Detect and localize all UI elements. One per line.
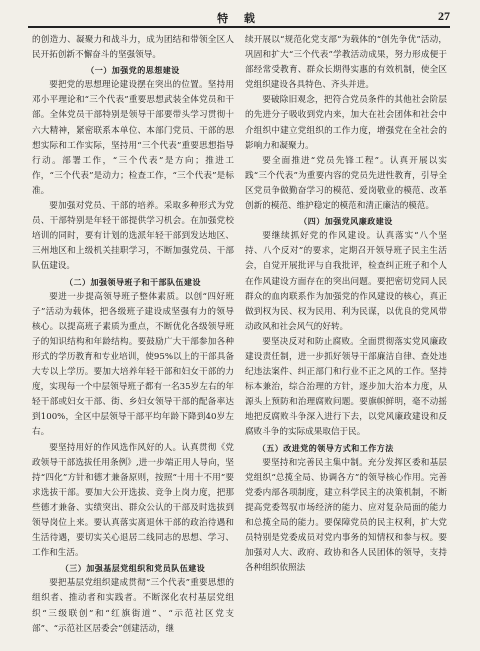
paragraph: 要坚决反对和防止腐败。全面贯彻落实党风廉政建设责任制，进一步抓好领导干部廉洁自律、查处违纪违法案件、纠正部门和行业不正之风的工作。坚持标本兼治，综合治理的方针，逐步加大治本力度，从源头上预防和治理腐败问题。要旗帜鲜明，毫不动摇地把反腐败斗争深入进行下去，以党风廉政建设和反腐败斗争的实际成果取信于民。 [245, 336, 447, 438]
running-header [28, 8, 450, 28]
paragraph: 要坚持和完善民主集中制。充分发挥区委和基层党组织“总揽全局、协调各方”的领导核心作用。完善党委内部各项制度，建立科学民主的决策机制，不断提高党委驾驭市场经济的能力、应对复杂局面的能力和总揽全局的能力。要保障党员的民主权利，扩大党员特别是党委成员对党内事务的知情权和参与权。要加强对人大、政府、政协和各人民团体的领导，支持各种组织依照法 [245, 457, 447, 574]
page-number: 27 [438, 9, 450, 23]
paragraph: 要把基层党组织建成贯彻“三个代表”重要思想的组织者、推动者和实践者。不断深化农村基层党组织“三级联创”和“红旗街道”、“示范社区党支部”、“示范社区居委会”创建活动，继 [32, 578, 234, 634]
right-column [245, 33, 447, 576]
section-heading: （一）加强党的思想建设 [86, 66, 180, 76]
paragraph: 续开展以“规范化党支部”为载体的“创先争优”活动，巩固和扩大“三个代表”学教活动成果，努力形成便于部经常受教育、群众长期得实惠的有效机制，使全区党组织建设各具特色、齐头并进。 [245, 35, 447, 91]
section-title: 特 载 [217, 12, 261, 25]
section-heading: （二）加强领导班子和干部队伍建设 [65, 277, 201, 287]
paragraph: 的创造力、凝聚力和战斗力，成为团结和带领全区人民开拓创新不懈奋斗的坚强领导。 [32, 35, 234, 61]
section-heading: （四）加强党风廉政建设 [299, 217, 393, 227]
paragraph: 要全面推进“党员先锋工程”。认真开展以实践“三个代表”为重要内容的党员先进性教育，引导全区党员争做勤奋学习的模范、爱岗敬业的模范、改革创新的模范、维护稳定的模范和清正廉洁的模范。 [245, 155, 447, 212]
section-heading: （三）加强基层党组织和党员队伍建设 [60, 564, 206, 574]
paragraph: 要破除旧观念，把符合党员条件的其他社会阶层的先进分子吸收到党内来，加大在社会团体和社会中介组织中建立党组织的工作力度，增强党在全社会的影响力和凝聚力。 [245, 95, 447, 151]
paragraph: 要把党的思想理论建设摆在突出的位置。坚持用邓小平理论和“三个代表”重要思想武装全体党员和干部。全体党员干部特别是领导干部要带头学习贯彻十六大精神，紧密联系本单位、本部门党员、干部的思想实际和工作实际，坚持用“三个代表”重要思想指导行动。部署工作，“三个代表”是方向；推进工作，“三个代表”是动力；检查工作，“三个代表”是标准。 [32, 80, 234, 196]
section-heading: （五）改进党的领导方式和工作方法 [257, 443, 394, 453]
paragraph: 要加强对党员、干部的培养。采取多种形式为党员、干部特别是年轻干部提供学习机会。在加强党校培训的同时，要有计划的选派年轻干部到发达地区、三州地区和上级机关挂职学习，不断加强党员、干部队伍建设。 [32, 201, 234, 272]
left-column [32, 33, 234, 637]
paragraph: 要继续抓好党的作风建设。认真落实“八个坚持、八个反对”的要求，定期召开领导班子民主生活会，自觉开展批评与自我批评，检查纠正班子和个人在作风建设方面存在的突出问题。要把密切党同人民群众的血肉联系作为加强党的作风建设的核心，真正做到权为民、权为民用、利为民谋，以优良的党风带动政风和社会风气的好转。 [245, 231, 447, 332]
paragraph: 要进一步提高领导班子整体素质。以创“四好班子”活动为载体，把各级班子建设成坚强有力的领导核心。以提高班子素质为重点，不断优化各级领导班子的知识结构和年龄结构。要鼓励广大干部参加各种形式的学历教育和专业培训，使95%以上的干部具备大专以上学历。要加大培养年轻干部和妇女干部的力度，实现每一个中层领导班子都有一名35岁左右的年轻干部或妇女干部、街、乡妇女领导干部的配备率达到100%，全区中层领导干部平均年龄下降到40岁左右。 [32, 291, 234, 438]
paragraph: 要坚持用好的作风选作风好的人。认真贯彻《党政领导干部选拔任用条例》,进一步端正用人导向，坚持“四化”方针和德才兼备原则，按照“十用十不用”要求选拔干部。要加大公开选拔、竞争上岗力度，把那些德才兼备、实绩突出、群众公认的干部及时选拔到领导岗位上来。要认真落实离退休干部的政治待遇和生活待遇，要切实关心退居二线同志的思想、学习、工作和生活。 [32, 442, 234, 559]
